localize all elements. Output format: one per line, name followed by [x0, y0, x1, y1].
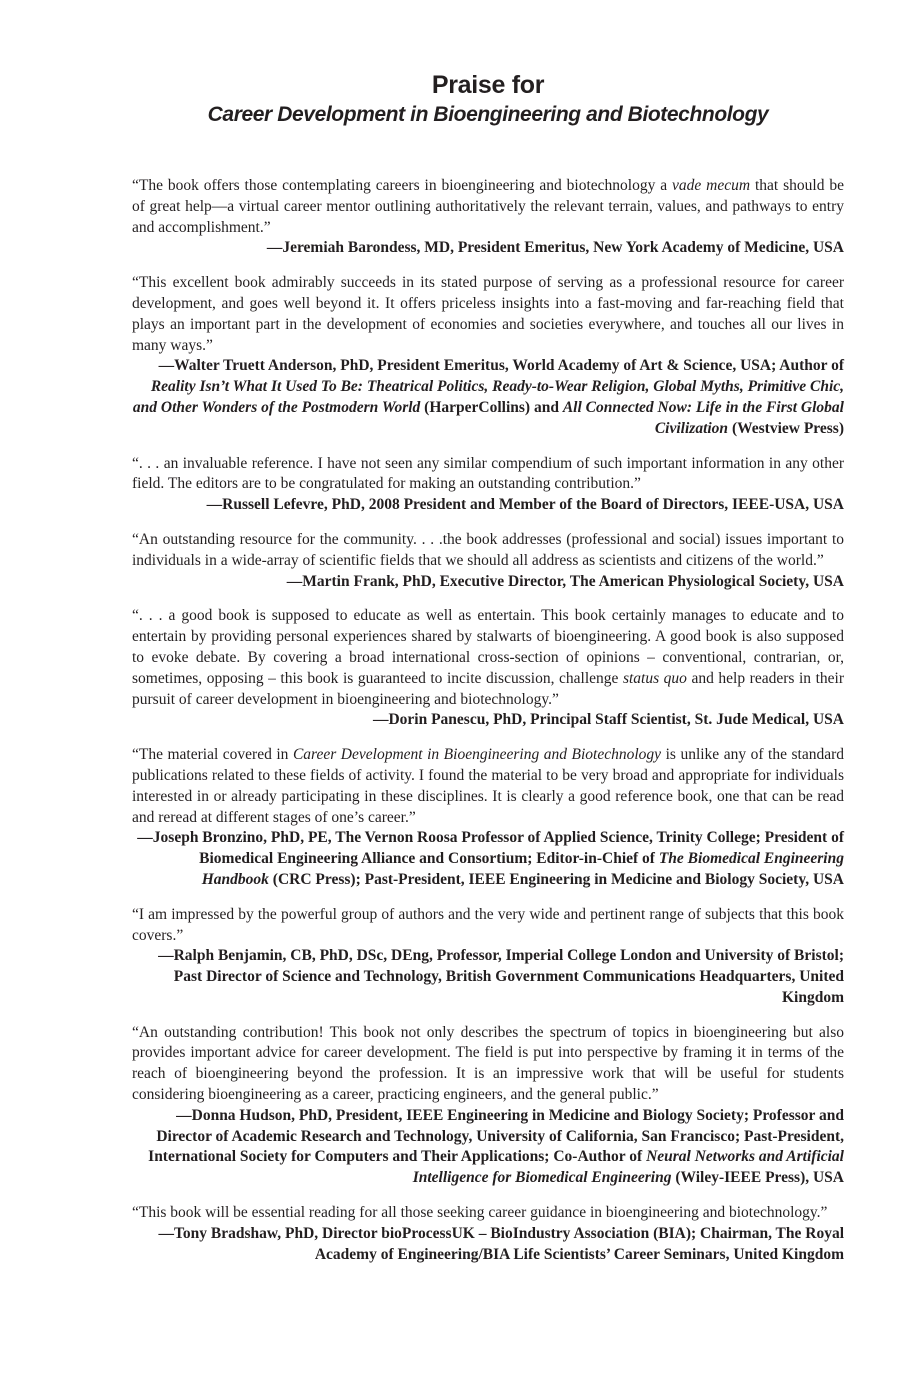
text-run: “This excellent book admirably succeeds in its stated purpose of serving as a professional resource for career development, and goes well beyond it. It offers priceless insights into a fast-moving and far-reaching field that plays an important part in the development of economies and societies everywhere, and touches all our lives in many ways.” — [132, 274, 844, 354]
text-run: —Ralph Benjamin, CB, PhD, DSc, DEng, Professor, Imperial College London and University of Bristol; Past Director of Science and Technology, British Government Communications Headquarters, United Kingdom — [158, 947, 844, 1006]
blurb-list — [132, 176, 844, 1265]
blurb-attribution — [132, 356, 844, 439]
text-run: “The book offers those contemplating careers in bioengineering and biotechnology a — [132, 177, 673, 194]
text-run: (Westview Press) — [728, 419, 844, 437]
text-run: —Martin Frank, PhD, Executive Director, The American Physiological Society, USA — [286, 572, 844, 590]
text-run: “. . . an invaluable reference. I have not seen any similar compendium of such important information in any other field. The editors are to be congratulated for making an outstanding contribution.” — [132, 454, 844, 493]
blurb-attribution — [132, 1224, 844, 1266]
text-run: that should be of great help—a virtual career mentor outlining authoritatively the relevant terrain, values, and pathways to entry and accomplishment.” — [132, 177, 844, 236]
text-run: “. . . a good book is supposed to educate as well as entertain. This book certainly manages to educate and to entertain by providing personal experiences shared by stalwarts of bioengineering. A good book is also supposed to evoke debate. By covering a broad international cross-section of opinions – conventional, contrarian, or, sometimes, opposing – this book is guaranteed to incite discussion, challenge — [132, 607, 844, 687]
blurb — [132, 606, 844, 731]
text-run: “I am impressed by the powerful group of authors and the very wide and pertinent range of subjects that this book covers.” — [132, 905, 844, 944]
blurb-quote — [132, 273, 844, 356]
blurb-attribution — [132, 710, 844, 731]
text-run: (Wiley-IEEE Press), USA — [671, 1169, 844, 1187]
blurb-quote — [132, 1203, 844, 1224]
blurb — [132, 1203, 844, 1265]
blurb-quote — [132, 1023, 844, 1106]
blurb-attribution — [132, 495, 844, 516]
blurb — [132, 905, 844, 1009]
text-run: —Tony Bradshaw, PhD, Director bioProcessUK – BioIndustry Association (BIA); Chairman, The Royal Academy of Engineering/BIA Life Scientists’ Career Seminars, United Kingdom — [158, 1224, 844, 1263]
text-run: “This book will be essential reading for all those seeking career guidance in bioengineering and biotechnology.” — [132, 1204, 828, 1222]
text-run: —Russell Lefevre, PhD, 2008 President and Member of the Board of Directors, IEEE-USA, USA — [206, 496, 844, 514]
title-line-praise-for: Praise for — [431, 71, 545, 99]
italic-text: The Biomedical Engineering Handbook — [201, 850, 844, 888]
blurb-quote — [132, 454, 844, 496]
praise-page — [132, 70, 844, 1279]
title-line-book-title: Career Development in Bioengineering and Biotechnology — [207, 103, 769, 126]
blurb-quote — [132, 745, 844, 828]
text-run: —Walter Truett Anderson, PhD, President Emeritus, World Academy of Art & Science, USA; Author of — [158, 357, 844, 375]
blurb-attribution — [132, 1106, 844, 1189]
italic-text: Reality Isn’t What It Used To Be: Theatrical Politics, Ready-to-Wear Religion, Global Myths, Primitive Chic, and Other Wonders of the Postmodern World — [132, 378, 844, 416]
blurb-attribution — [132, 828, 844, 890]
page-title — [132, 70, 844, 130]
blurb — [132, 745, 844, 891]
blurb — [132, 176, 844, 259]
blurb-attribution — [132, 946, 844, 1008]
text-run: and help readers in their pursuit of career development in bioengineering and biotechnology.” — [132, 669, 844, 708]
text-run: —Dorin Panescu, PhD, Principal Staff Scientist, St. Jude Medical, USA — [372, 711, 844, 729]
text-run: (CRC Press); Past-President, IEEE Engineering in Medicine and Biology Society, USA — [268, 870, 844, 888]
blurb — [132, 530, 844, 592]
text-run: —Joseph Bronzino, PhD, PE, The Vernon Roosa Professor of Applied Science, Trinity College; President of Biomedical Engineering Alliance and Consortium; Editor-in-Chief of — [137, 829, 844, 868]
text-run: “An outstanding resource for the community. . . .the book addresses (professional and social) issues important to individuals in a wide-array of scientific fields that we should all address as scientists and citizens of the world.” — [132, 530, 844, 569]
italic-text: status quo — [622, 669, 687, 687]
blurb-quote — [132, 905, 844, 947]
text-run: “The material covered in — [132, 746, 293, 764]
blurb-attribution — [132, 572, 844, 593]
blurb-quote — [132, 176, 844, 238]
text-run: —Donna Hudson, PhD, President, IEEE Engineering in Medicine and Biology Society; Professor and Director of Academic Research and Technology, University of California, San Francisco; Past-President, International Society for Computers and Their Applications; Co-Author of — [148, 1106, 844, 1166]
italic-text: Neural Networks and Artificial Intelligence for Biomedical Engineering — [412, 1148, 844, 1187]
blurb-quote — [132, 606, 844, 710]
blurb — [132, 454, 844, 516]
text-run: is unlike any of the standard publications related to these fields of activity. I found the material to be very broad and appropriate for individuals interested in or already participating in these disciplines. It is clearly a good reference book, one that can be read and reread at different stages of one’s career.” — [132, 746, 844, 826]
text-run: —Jeremiah Barondess, MD, President Emeritus, New York Academy of Medicine, USA — [266, 239, 844, 257]
blurb — [132, 273, 844, 439]
text-run: (HarperCollins) and — [420, 398, 563, 416]
italic-text: vade mecum — [672, 177, 751, 194]
blurb-quote — [132, 530, 844, 572]
blurb-attribution — [132, 238, 844, 259]
blurb — [132, 1023, 844, 1189]
italic-text: All Connected Now: Life in the First Global Civilization — [562, 398, 844, 437]
text-run: “An outstanding contribution! This book not only describes the spectrum of topics in bioengineering but also provides important advice for career development. The field is put into perspective by framing it in terms of the reach of bioengineering beyond the profession. It is an impressive work that will be useful for students considering bioengineering as a career, practicing engineers, and the general public.” — [132, 1023, 844, 1104]
italic-text: Career Development in Bioengineering and Biotechnology — [292, 746, 662, 764]
